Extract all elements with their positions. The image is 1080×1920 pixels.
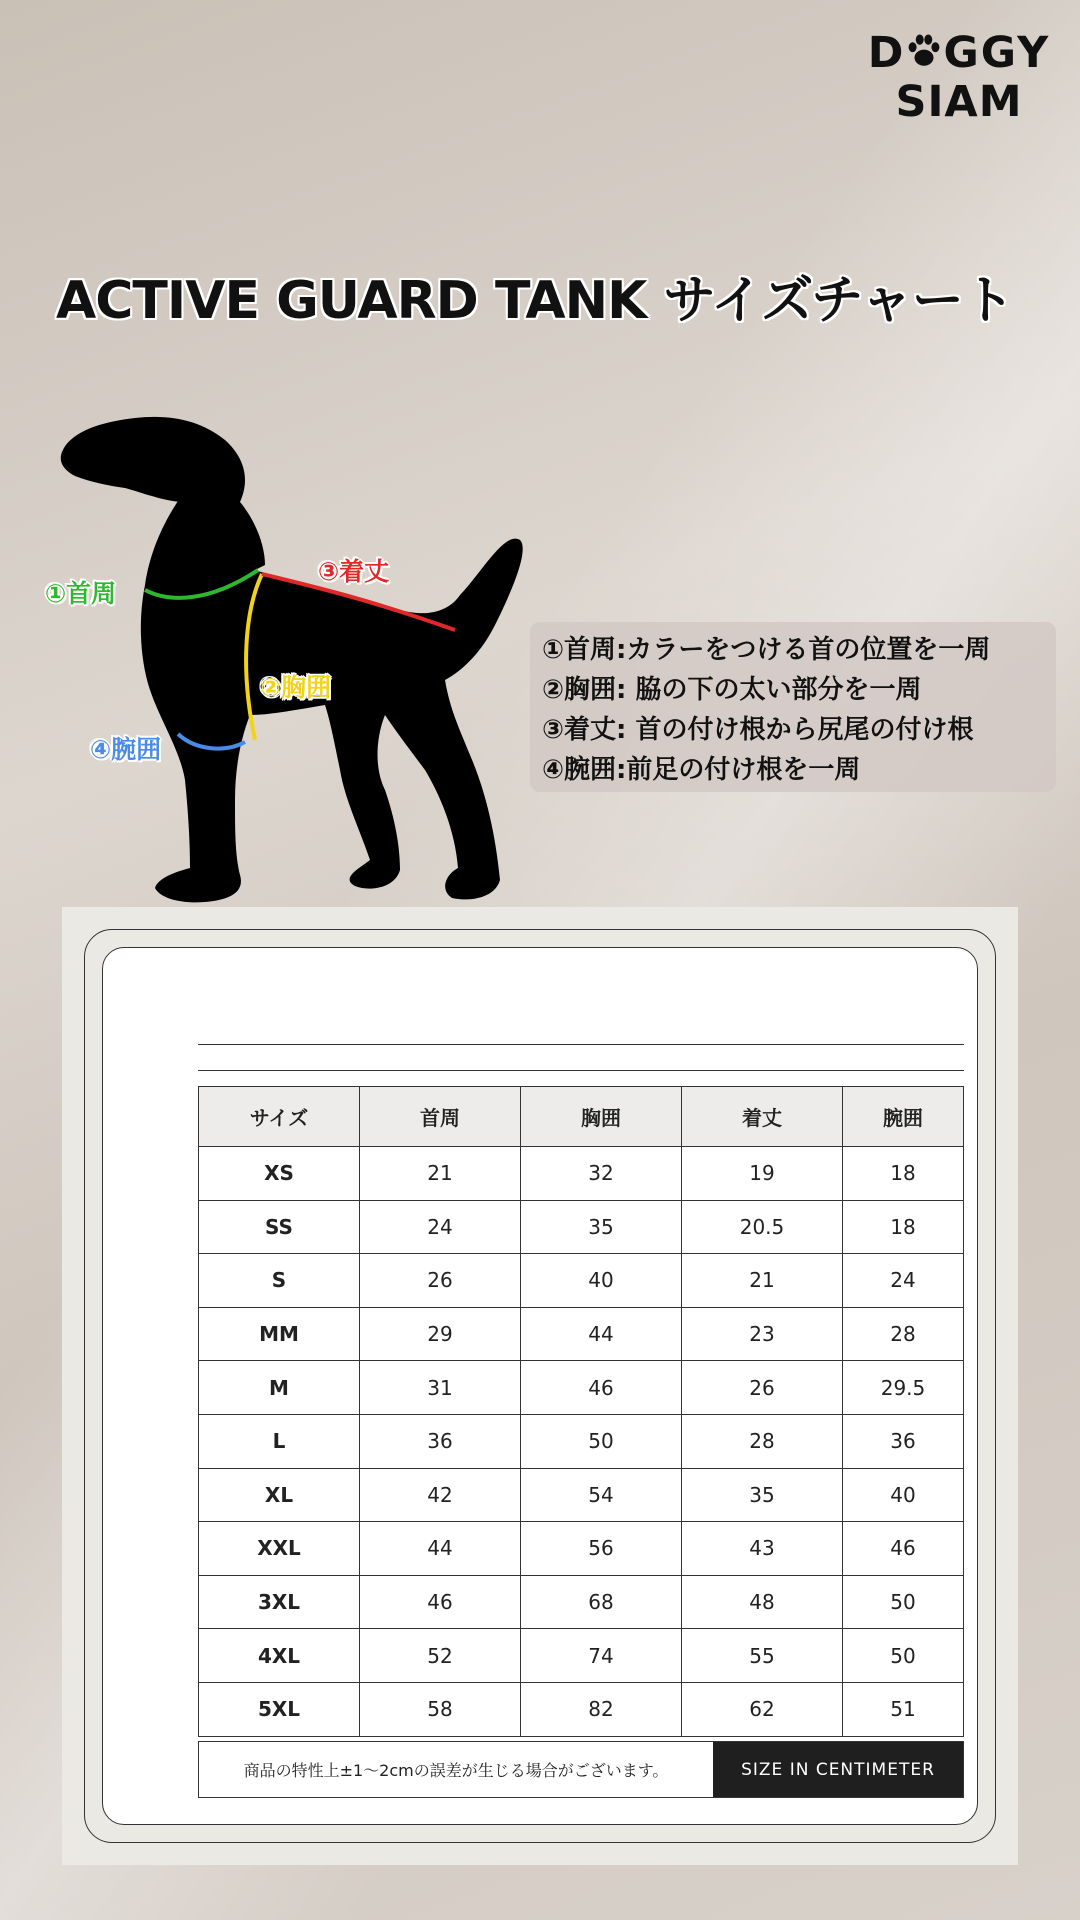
value-cell: 23 bbox=[682, 1307, 843, 1361]
value-cell: 46 bbox=[843, 1522, 964, 1576]
table-row bbox=[199, 1361, 964, 1415]
value-cell: 36 bbox=[843, 1414, 964, 1468]
value-cell: 54 bbox=[521, 1468, 682, 1522]
value-cell: 55 bbox=[682, 1629, 843, 1683]
value-cell: 82 bbox=[521, 1682, 682, 1736]
divider bbox=[198, 1070, 964, 1071]
table-header-row bbox=[199, 1087, 964, 1147]
table-row bbox=[199, 1307, 964, 1361]
paw-icon bbox=[905, 32, 943, 79]
length-label: ③着丈 bbox=[318, 557, 390, 586]
frame-inner bbox=[102, 947, 978, 1825]
value-cell: 29.5 bbox=[843, 1361, 964, 1415]
value-cell: 24 bbox=[360, 1200, 521, 1254]
header-arm: 腕囲 bbox=[843, 1087, 964, 1147]
brand-letters-ggy: GGY bbox=[943, 28, 1051, 78]
legend-item-neck: ①首周:カラーをつける首の位置を一周 bbox=[542, 635, 991, 665]
size-cell: XS bbox=[199, 1147, 360, 1201]
header-chest: 胸囲 bbox=[521, 1087, 682, 1147]
value-cell: 46 bbox=[521, 1361, 682, 1415]
value-cell: 50 bbox=[843, 1575, 964, 1629]
value-cell: 74 bbox=[521, 1629, 682, 1683]
value-cell: 21 bbox=[682, 1254, 843, 1308]
value-cell: 42 bbox=[360, 1468, 521, 1522]
size-cell: 3XL bbox=[199, 1575, 360, 1629]
value-cell: 40 bbox=[521, 1254, 682, 1308]
value-cell: 44 bbox=[360, 1522, 521, 1576]
size-cell: L bbox=[199, 1414, 360, 1468]
value-cell: 62 bbox=[682, 1682, 843, 1736]
value-cell: 26 bbox=[360, 1254, 521, 1308]
size-cell: M bbox=[199, 1361, 360, 1415]
value-cell: 48 bbox=[682, 1575, 843, 1629]
value-cell: 26 bbox=[682, 1361, 843, 1415]
table-row bbox=[199, 1682, 964, 1736]
page-title: ACTIVE GUARD TANK サイズチャート bbox=[56, 271, 1014, 331]
size-cell: SS bbox=[199, 1200, 360, 1254]
value-cell: 58 bbox=[360, 1682, 521, 1736]
dog-silhouette-icon bbox=[40, 410, 560, 910]
unit-badge: SIZE IN CENTIMETER bbox=[713, 1742, 963, 1797]
value-cell: 31 bbox=[360, 1361, 521, 1415]
header-neck: 首周 bbox=[360, 1087, 521, 1147]
brand-logo bbox=[864, 30, 1054, 126]
value-cell: 43 bbox=[682, 1522, 843, 1576]
value-cell: 18 bbox=[843, 1147, 964, 1201]
brand-letter-d: D bbox=[867, 28, 906, 78]
table-row bbox=[199, 1414, 964, 1468]
divider bbox=[198, 1044, 964, 1045]
value-cell: 24 bbox=[843, 1254, 964, 1308]
value-cell: 46 bbox=[360, 1575, 521, 1629]
value-cell: 40 bbox=[843, 1468, 964, 1522]
header-length: 着丈 bbox=[682, 1087, 843, 1147]
value-cell: 18 bbox=[843, 1200, 964, 1254]
brand-line2: SIAM bbox=[895, 77, 1023, 128]
value-cell: 52 bbox=[360, 1629, 521, 1683]
value-cell: 28 bbox=[682, 1414, 843, 1468]
value-cell: 56 bbox=[521, 1522, 682, 1576]
size-cell: MM bbox=[199, 1307, 360, 1361]
legend-item-chest: ②胸囲: 脇の下の太い部分を一周 bbox=[542, 675, 922, 705]
size-chart-panel bbox=[62, 907, 1018, 1865]
table-row bbox=[199, 1629, 964, 1683]
value-cell: 20.5 bbox=[682, 1200, 843, 1254]
value-cell: 35 bbox=[521, 1200, 682, 1254]
value-cell: 35 bbox=[682, 1468, 843, 1522]
value-cell: 68 bbox=[521, 1575, 682, 1629]
value-cell: 21 bbox=[360, 1147, 521, 1201]
value-cell: 36 bbox=[360, 1414, 521, 1468]
value-cell: 32 bbox=[521, 1147, 682, 1201]
size-table bbox=[198, 1086, 964, 1737]
size-cell: S bbox=[199, 1254, 360, 1308]
value-cell: 19 bbox=[682, 1147, 843, 1201]
table-row bbox=[199, 1468, 964, 1522]
size-cell: XXL bbox=[199, 1522, 360, 1576]
chest-label: ②胸囲 bbox=[260, 673, 332, 702]
table-row bbox=[199, 1147, 964, 1201]
neck-label: ①首周 bbox=[45, 579, 117, 608]
value-cell: 50 bbox=[521, 1414, 682, 1468]
size-cell: 4XL bbox=[199, 1629, 360, 1683]
table-row bbox=[199, 1254, 964, 1308]
legend-item-arm: ④腕囲:前足の付け根を一周 bbox=[542, 755, 861, 785]
value-cell: 29 bbox=[360, 1307, 521, 1361]
tolerance-note: 商品の特性上±1〜2cmの誤差が生じる場合がございます。 bbox=[243, 1761, 669, 1780]
footer-note bbox=[198, 1741, 964, 1798]
size-cell: 5XL bbox=[199, 1682, 360, 1736]
arm-label: ④腕囲 bbox=[90, 735, 162, 764]
value-cell: 50 bbox=[843, 1629, 964, 1683]
measurement-legend bbox=[530, 622, 1056, 792]
value-cell: 51 bbox=[843, 1682, 964, 1736]
table-row bbox=[199, 1200, 964, 1254]
size-cell: XL bbox=[199, 1468, 360, 1522]
dog-measurement-diagram bbox=[40, 410, 560, 910]
value-cell: 44 bbox=[521, 1307, 682, 1361]
value-cell: 28 bbox=[843, 1307, 964, 1361]
table-row bbox=[199, 1575, 964, 1629]
header-size: サイズ bbox=[199, 1087, 360, 1147]
table-row bbox=[199, 1522, 964, 1576]
legend-item-length: ③着丈: 首の付け根から尻尾の付け根 bbox=[542, 715, 974, 745]
